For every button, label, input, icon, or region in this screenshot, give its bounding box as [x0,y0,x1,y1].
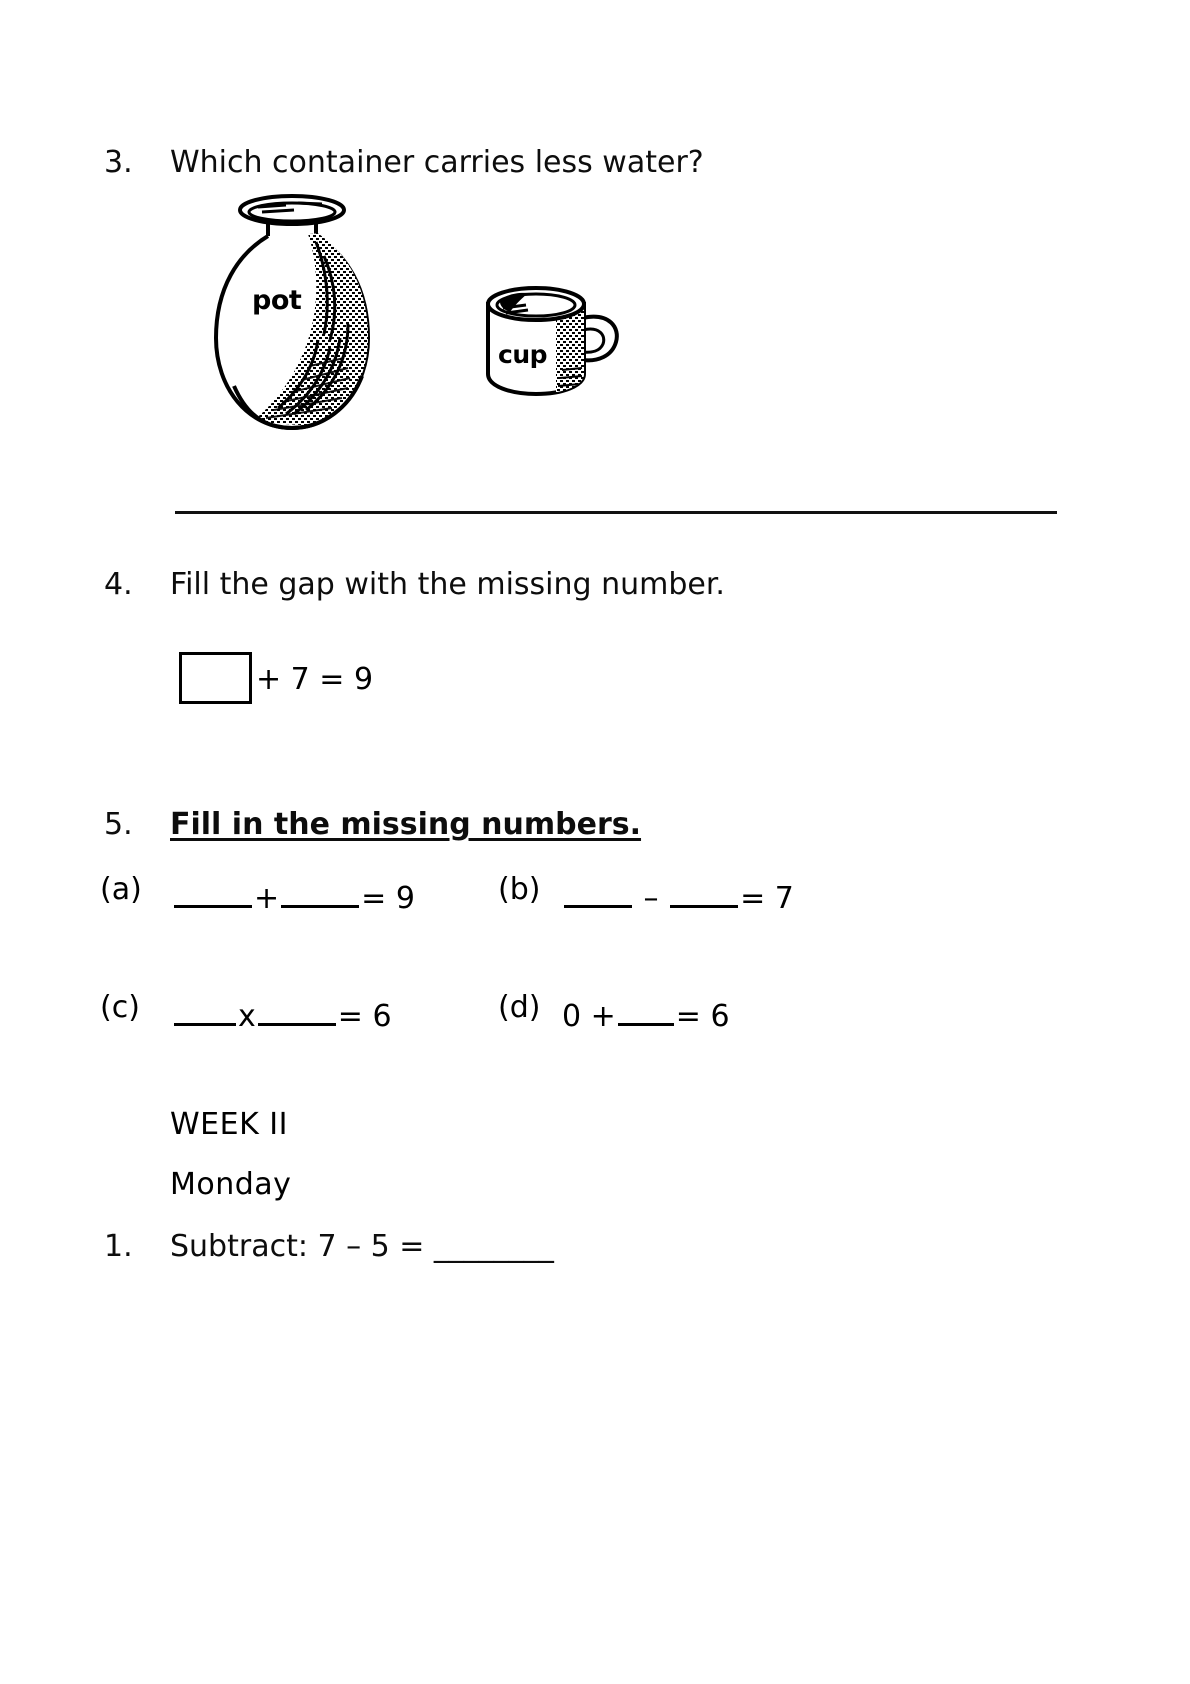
question-5c-result: = 6 [337,999,392,1034]
question-3-figures [170,190,670,455]
question-5d-result: = 6 [675,999,730,1034]
question-5d-label: (d) [498,990,541,1025]
question-5b-op: – [643,881,659,916]
question-5c-op: x [238,999,256,1034]
blank-5c-2[interactable] [258,993,336,1026]
day-heading: Monday [170,1167,292,1202]
week-question-1-prompt: Subtract: 7 – 5 = ________ [170,1229,554,1264]
pot-illustration [190,190,400,452]
week-heading: WEEK II [170,1107,288,1142]
question-3-answer-line[interactable] [175,511,1057,514]
question-4-prompt: Fill the gap with the missing number. [170,567,725,602]
blank-5c-1[interactable] [174,993,236,1026]
question-5-number: 5. [104,807,133,842]
question-5b-expression [562,875,794,914]
question-5c-label: (c) [100,990,140,1025]
question-5b-result: = 7 [740,881,794,916]
question-5a-result: = 9 [361,881,415,916]
blank-5b-2[interactable] [670,875,738,908]
week-question-1-number: 1. [104,1229,133,1264]
blank-5d-1[interactable] [618,993,674,1026]
blank-5a-2[interactable] [281,875,359,908]
question-3-prompt: Which container carries less water? [170,145,704,180]
question-4-number: 4. [104,567,133,602]
question-5c-expression [172,993,392,1032]
question-5d-expression [562,993,730,1032]
blank-5a-1[interactable] [174,875,252,908]
cup-label: cup [498,340,548,369]
question-5d-prefix: 0 + [562,999,616,1034]
question-5a-expression [172,875,415,914]
question-4-answer-box[interactable] [179,652,252,704]
pot-label: pot [252,285,302,316]
cup-illustration [470,278,630,398]
question-5a-op: + [254,881,280,916]
question-4-equation: + 7 = 9 [256,662,374,697]
question-5a-label: (a) [100,872,142,907]
question-5b-label: (b) [498,872,541,907]
question-5-prompt: Fill in the missing numbers. [170,807,642,842]
question-3-number: 3. [104,145,133,180]
blank-5b-1[interactable] [564,875,632,908]
